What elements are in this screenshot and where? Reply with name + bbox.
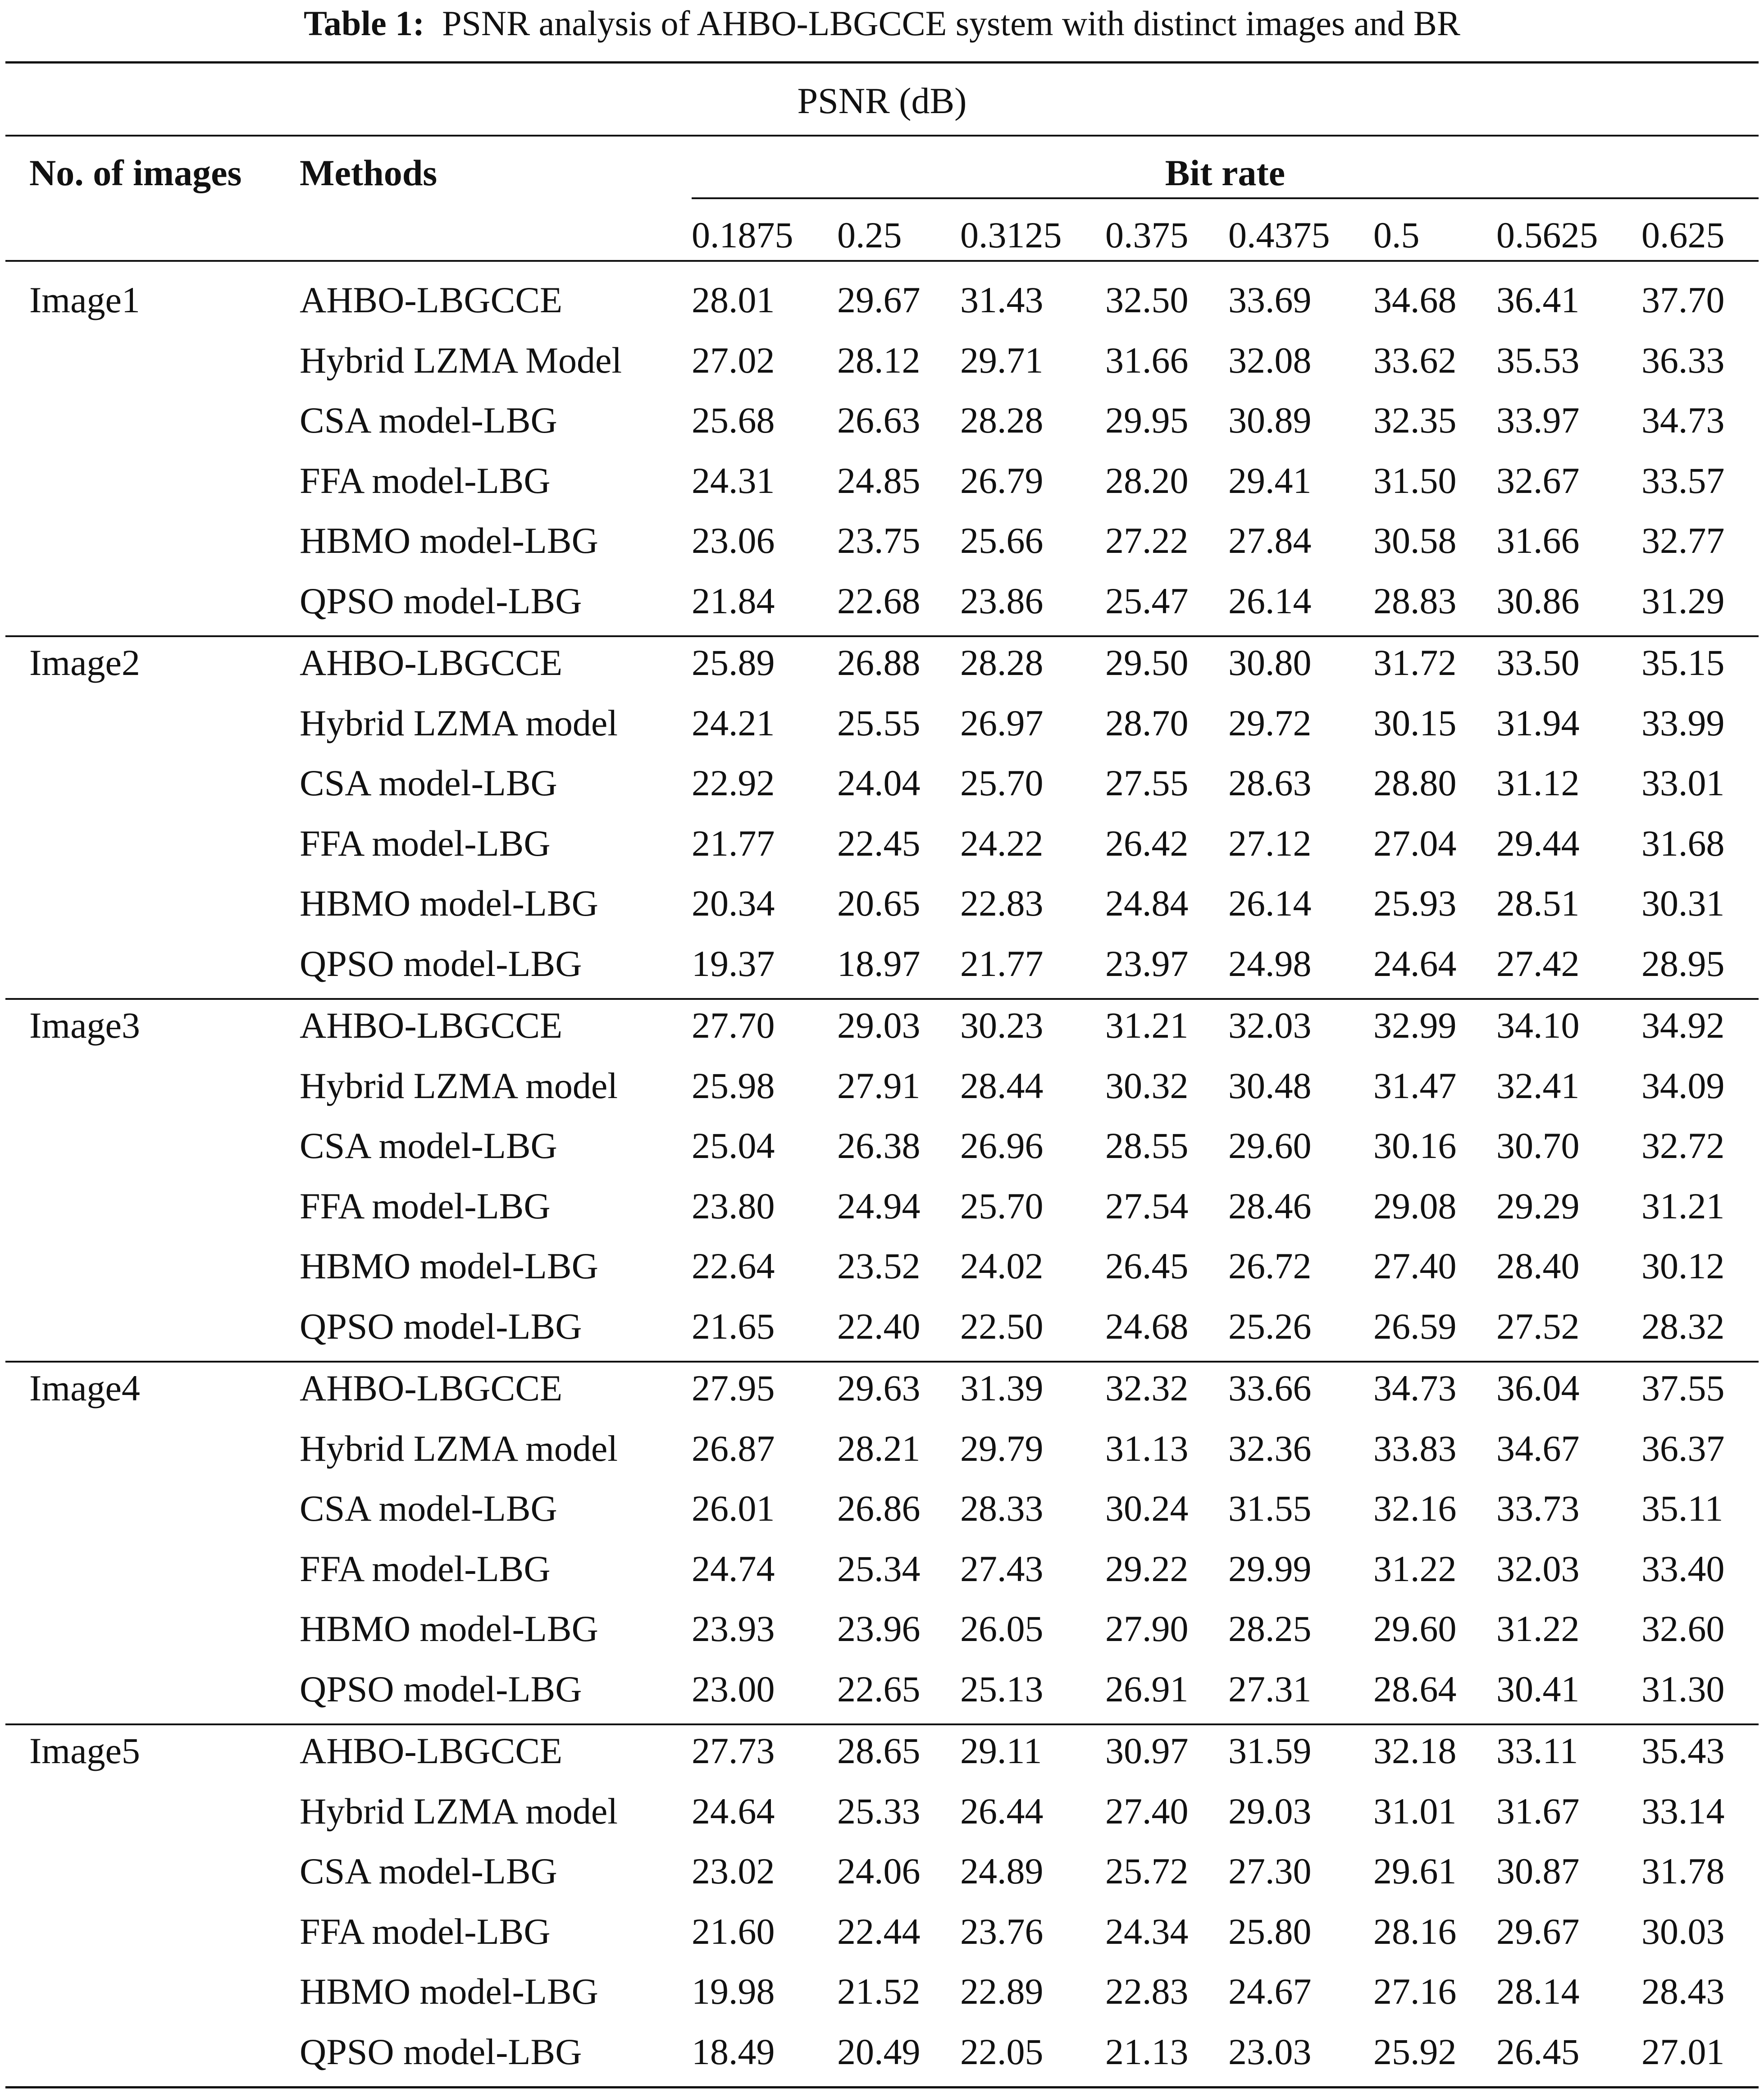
psnr-cell: 29.71 (960, 339, 1044, 381)
method-name: HBMO model-LBG (300, 520, 598, 561)
bottom-rule (5, 2086, 1759, 2088)
psnr-cell: 27.22 (1105, 520, 1189, 561)
psnr-cell: 31.39 (960, 1368, 1044, 1409)
psnr-cell: 36.41 (1496, 279, 1580, 320)
psnr-cell: 22.05 (960, 2031, 1044, 2072)
psnr-cell: 23.06 (692, 520, 775, 561)
psnr-cell: 28.65 (837, 1730, 921, 1771)
psnr-cell: 33.57 (1641, 460, 1725, 501)
psnr-cell: 20.34 (692, 883, 775, 924)
psnr-cell: 32.35 (1373, 400, 1457, 441)
psnr-cell: 26.79 (960, 460, 1044, 501)
method-name: FFA model-LBG (300, 1185, 551, 1226)
psnr-cell: 27.73 (692, 1730, 775, 1771)
psnr-cell: 23.76 (960, 1910, 1044, 1952)
psnr-cell: 30.80 (1228, 642, 1312, 683)
method-name: HBMO model-LBG (300, 883, 598, 924)
psnr-cell: 25.72 (1105, 1851, 1189, 1892)
psnr-cell: 30.41 (1496, 1668, 1580, 1710)
psnr-cell: 22.45 (837, 822, 921, 864)
image-label: Image4 (29, 1368, 140, 1409)
psnr-cell: 27.04 (1373, 822, 1457, 864)
psnr-cell: 31.50 (1373, 460, 1457, 501)
psnr-cell: 26.59 (1373, 1305, 1457, 1347)
psnr-cell: 26.97 (960, 702, 1044, 743)
psnr-cell: 32.77 (1641, 520, 1725, 561)
psnr-cell: 28.21 (837, 1427, 921, 1469)
psnr-cell: 28.46 (1228, 1185, 1312, 1226)
bitrate-value: 0.5 (1373, 214, 1420, 255)
column-header-methods: Methods (300, 152, 438, 193)
method-name: Hybrid LZMA model (300, 1427, 618, 1469)
psnr-cell: 30.31 (1641, 883, 1725, 924)
psnr-cell: 23.02 (692, 1851, 775, 1892)
psnr-cell: 24.85 (837, 460, 921, 501)
psnr-cell: 23.96 (837, 1608, 921, 1649)
psnr-cell: 29.11 (960, 1730, 1042, 1771)
method-name: Hybrid LZMA Model (300, 339, 622, 381)
psnr-cell: 20.65 (837, 883, 921, 924)
psnr-cell: 37.70 (1641, 279, 1725, 320)
psnr-cell: 30.03 (1641, 1910, 1725, 1952)
method-name: CSA model-LBG (300, 1488, 557, 1529)
psnr-cell: 26.86 (837, 1488, 921, 1529)
psnr-cell: 29.03 (837, 1005, 921, 1046)
psnr-cell: 30.70 (1496, 1125, 1580, 1166)
psnr-cell: 32.18 (1373, 1730, 1457, 1771)
psnr-cell: 23.00 (692, 1668, 775, 1710)
psnr-cell: 32.41 (1496, 1065, 1580, 1106)
psnr-cell: 28.25 (1228, 1608, 1312, 1649)
psnr-cell: 33.69 (1228, 279, 1312, 320)
bitrate-header-rule (692, 197, 1759, 199)
psnr-cell: 28.16 (1373, 1910, 1457, 1952)
psnr-cell: 28.12 (837, 339, 921, 381)
psnr-cell: 24.21 (692, 702, 775, 743)
psnr-cell: 29.63 (837, 1368, 921, 1409)
psnr-cell: 26.91 (1105, 1668, 1189, 1710)
psnr-cell: 24.64 (692, 1790, 775, 1832)
psnr-cell: 33.97 (1496, 400, 1580, 441)
psnr-cell: 32.72 (1641, 1125, 1725, 1166)
psnr-cell: 31.21 (1105, 1005, 1189, 1046)
table-caption (0, 3, 1764, 44)
psnr-cell: 27.16 (1373, 1971, 1457, 2012)
psnr-cell: 30.12 (1641, 1245, 1725, 1286)
psnr-cell: 36.37 (1641, 1427, 1725, 1469)
method-name: FFA model-LBG (300, 822, 551, 864)
psnr-cell: 25.13 (960, 1668, 1044, 1710)
psnr-cell: 33.40 (1641, 1548, 1725, 1589)
method-name: CSA model-LBG (300, 1125, 557, 1166)
psnr-cell: 32.67 (1496, 460, 1580, 501)
psnr-cell: 30.32 (1105, 1065, 1189, 1106)
psnr-cell: 30.23 (960, 1005, 1044, 1046)
psnr-cell: 26.05 (960, 1608, 1044, 1649)
psnr-cell: 25.92 (1373, 2031, 1457, 2072)
psnr-cell: 27.40 (1373, 1245, 1457, 1286)
image-label: Image2 (29, 642, 140, 683)
psnr-cell: 25.80 (1228, 1910, 1312, 1952)
psnr-cell: 25.04 (692, 1125, 775, 1166)
psnr-cell: 21.84 (692, 580, 775, 621)
psnr-cell: 30.58 (1373, 520, 1457, 561)
psnr-cell: 25.89 (692, 642, 775, 683)
psnr-cell: 32.99 (1373, 1005, 1457, 1046)
method-name: CSA model-LBG (300, 400, 557, 441)
psnr-cell: 31.94 (1496, 702, 1580, 743)
psnr-cell: 22.92 (692, 762, 775, 803)
psnr-cell: 29.79 (960, 1427, 1044, 1469)
psnr-cell: 22.65 (837, 1668, 921, 1710)
psnr-cell: 33.73 (1496, 1488, 1580, 1529)
psnr-cell: 34.73 (1373, 1368, 1457, 1409)
psnr-cell: 28.80 (1373, 762, 1457, 803)
psnr-cell: 27.55 (1105, 762, 1189, 803)
psnr-cell: 27.52 (1496, 1305, 1580, 1347)
bitrate-value: 0.3125 (960, 214, 1062, 255)
psnr-cell: 32.32 (1105, 1368, 1189, 1409)
bitrate-value: 0.1875 (692, 214, 793, 255)
psnr-cell: 29.29 (1496, 1185, 1580, 1226)
psnr-cell: 25.70 (960, 1185, 1044, 1226)
psnr-cell: 36.33 (1641, 339, 1725, 381)
method-name: Hybrid LZMA model (300, 1790, 618, 1832)
psnr-cell: 32.60 (1641, 1608, 1725, 1649)
psnr-cell: 23.86 (960, 580, 1044, 621)
method-name: HBMO model-LBG (300, 1971, 598, 2012)
psnr-cell: 35.11 (1641, 1488, 1723, 1529)
psnr-cell: 28.44 (960, 1065, 1044, 1106)
psnr-cell: 25.93 (1373, 883, 1457, 924)
method-name: AHBO-LBGCCE (300, 279, 563, 320)
psnr-cell: 31.12 (1496, 762, 1580, 803)
psnr-cell: 27.31 (1228, 1668, 1312, 1710)
psnr-cell: 34.10 (1496, 1005, 1580, 1046)
psnr-cell: 27.30 (1228, 1851, 1312, 1892)
psnr-cell: 23.52 (837, 1245, 921, 1286)
psnr-cell: 27.95 (692, 1368, 775, 1409)
psnr-cell: 23.80 (692, 1185, 775, 1226)
psnr-cell: 24.31 (692, 460, 775, 501)
method-name: HBMO model-LBG (300, 1608, 598, 1649)
psnr-cell: 29.99 (1228, 1548, 1312, 1589)
image-label: Image3 (29, 1005, 140, 1046)
psnr-cell: 28.01 (692, 279, 775, 320)
psnr-cell: 35.43 (1641, 1730, 1725, 1771)
psnr-cell: 27.90 (1105, 1608, 1189, 1649)
method-name: HBMO model-LBG (300, 1245, 598, 1286)
psnr-cell: 20.49 (837, 2031, 921, 2072)
psnr-cell: 34.73 (1641, 400, 1725, 441)
psnr-cell: 24.34 (1105, 1910, 1189, 1952)
psnr-cell: 30.87 (1496, 1851, 1580, 1892)
method-name: AHBO-LBGCCE (300, 1005, 563, 1046)
psnr-cell: 31.66 (1496, 520, 1580, 561)
psnr-cell: 28.70 (1105, 702, 1189, 743)
psnr-cell: 31.72 (1373, 642, 1457, 683)
psnr-cell: 24.04 (837, 762, 921, 803)
psnr-cell: 34.92 (1641, 1005, 1725, 1046)
psnr-cell: 21.60 (692, 1910, 775, 1952)
method-name: QPSO model-LBG (300, 580, 582, 621)
psnr-cell: 27.12 (1228, 822, 1312, 864)
psnr-cell: 26.42 (1105, 822, 1189, 864)
psnr-cell: 31.22 (1496, 1608, 1580, 1649)
psnr-cell: 34.67 (1496, 1427, 1580, 1469)
psnr-cell: 27.01 (1641, 2031, 1725, 2072)
psnr-cell: 29.50 (1105, 642, 1189, 683)
psnr-cell: 27.42 (1496, 943, 1580, 984)
psnr-cell: 28.14 (1496, 1971, 1580, 2012)
column-header-bitrate: Bit rate (1165, 152, 1285, 193)
psnr-cell: 31.30 (1641, 1668, 1725, 1710)
psnr-cell: 29.03 (1228, 1790, 1312, 1832)
psnr-cell: 33.11 (1496, 1730, 1578, 1771)
group-separator-rule (5, 1723, 1759, 1725)
psnr-cell: 31.68 (1641, 822, 1725, 864)
psnr-cell: 33.62 (1373, 339, 1457, 381)
psnr-cell: 25.68 (692, 400, 775, 441)
psnr-cell: 31.47 (1373, 1065, 1457, 1106)
psnr-cell: 29.67 (1496, 1910, 1580, 1952)
psnr-cell: 25.47 (1105, 580, 1189, 621)
image-label: Image5 (29, 1730, 140, 1771)
psnr-cell: 35.53 (1496, 339, 1580, 381)
psnr-cell: 23.97 (1105, 943, 1189, 984)
psnr-cell: 33.99 (1641, 702, 1725, 743)
psnr-cell: 24.06 (837, 1851, 921, 1892)
psnr-cell: 26.14 (1228, 580, 1312, 621)
psnr-cell: 28.32 (1641, 1305, 1725, 1347)
psnr-cell: 25.55 (837, 702, 921, 743)
psnr-cell: 24.67 (1228, 1971, 1312, 2012)
psnr-cell: 26.63 (837, 400, 921, 441)
psnr-cell: 22.89 (960, 1971, 1044, 2012)
psnr-cell: 25.34 (837, 1548, 921, 1589)
psnr-cell: 30.48 (1228, 1065, 1312, 1106)
psnr-cell: 25.33 (837, 1790, 921, 1832)
psnr-cell: 26.96 (960, 1125, 1044, 1166)
psnr-cell: 31.01 (1373, 1790, 1457, 1832)
psnr-cell: 32.50 (1105, 279, 1189, 320)
top-rule (5, 61, 1759, 64)
psnr-cell: 32.08 (1228, 339, 1312, 381)
group-separator-rule (5, 998, 1759, 1000)
psnr-cell: 34.68 (1373, 279, 1457, 320)
psnr-cell: 27.84 (1228, 520, 1312, 561)
psnr-cell: 35.15 (1641, 642, 1725, 683)
psnr-cell: 33.14 (1641, 1790, 1725, 1832)
image-label: Image1 (29, 279, 140, 320)
column-header-images: No. of images (29, 152, 242, 193)
psnr-cell: 29.60 (1228, 1125, 1312, 1166)
psnr-cell: 33.66 (1228, 1368, 1312, 1409)
psnr-cell: 32.36 (1228, 1427, 1312, 1469)
psnr-cell: 32.03 (1496, 1548, 1580, 1589)
psnr-cell: 30.89 (1228, 400, 1312, 441)
method-name: QPSO model-LBG (300, 943, 582, 984)
psnr-cell: 33.83 (1373, 1427, 1457, 1469)
method-name: Hybrid LZMA model (300, 1065, 618, 1106)
psnr-cell: 27.54 (1105, 1185, 1189, 1226)
psnr-cell: 28.63 (1228, 762, 1312, 803)
method-name: QPSO model-LBG (300, 1668, 582, 1710)
bitrate-value: 0.625 (1641, 214, 1725, 255)
method-name: QPSO model-LBG (300, 1305, 582, 1347)
psnr-cell: 26.87 (692, 1427, 775, 1469)
psnr-cell: 28.40 (1496, 1245, 1580, 1286)
psnr-cell: 30.16 (1373, 1125, 1457, 1166)
psnr-cell: 28.64 (1373, 1668, 1457, 1710)
psnr-cell: 32.03 (1228, 1005, 1312, 1046)
psnr-cell: 26.45 (1105, 1245, 1189, 1286)
psnr-cell: 29.44 (1496, 822, 1580, 864)
psnr-cell: 28.20 (1105, 460, 1189, 501)
psnr-cell: 24.68 (1105, 1305, 1189, 1347)
psnr-cell: 19.37 (692, 943, 775, 984)
psnr-cell: 29.60 (1373, 1608, 1457, 1649)
psnr-cell: 21.77 (692, 822, 775, 864)
psnr-cell: 33.50 (1496, 642, 1580, 683)
table-caption-label: Table 1: (304, 4, 425, 43)
bitrate-value: 0.375 (1105, 214, 1189, 255)
psnr-cell: 24.64 (1373, 943, 1457, 984)
psnr-cell: 23.75 (837, 520, 921, 561)
psnr-cell: 27.40 (1105, 1790, 1189, 1832)
psnr-cell: 26.45 (1496, 2031, 1580, 2072)
psnr-cell: 22.50 (960, 1305, 1044, 1347)
psnr-cell: 31.66 (1105, 339, 1189, 381)
psnr-cell: 27.43 (960, 1548, 1044, 1589)
psnr-cell: 28.43 (1641, 1971, 1725, 2012)
psnr-cell: 31.21 (1641, 1185, 1725, 1226)
psnr-cell: 24.84 (1105, 883, 1189, 924)
psnr-cell: 21.77 (960, 943, 1044, 984)
psnr-cell: 19.98 (692, 1971, 775, 2012)
psnr-cell: 22.83 (1105, 1971, 1189, 2012)
psnr-cell: 31.43 (960, 279, 1044, 320)
psnr-cell: 32.16 (1373, 1488, 1457, 1529)
psnr-cell: 24.94 (837, 1185, 921, 1226)
psnr-cell: 28.95 (1641, 943, 1725, 984)
psnr-cell: 31.67 (1496, 1790, 1580, 1832)
method-name: CSA model-LBG (300, 1851, 557, 1892)
group-separator-rule (5, 1361, 1759, 1363)
psnr-cell: 31.13 (1105, 1427, 1189, 1469)
psnr-cell: 31.29 (1641, 580, 1725, 621)
psnr-cell: 29.61 (1373, 1851, 1457, 1892)
method-name: QPSO model-LBG (300, 2031, 582, 2072)
psnr-cell: 21.13 (1105, 2031, 1189, 2072)
method-name: FFA model-LBG (300, 460, 551, 501)
psnr-cell: 28.28 (960, 400, 1044, 441)
header-bottom-rule (5, 260, 1759, 262)
psnr-cell: 22.68 (837, 580, 921, 621)
psnr-cell: 25.26 (1228, 1305, 1312, 1347)
method-name: AHBO-LBGCCE (300, 1730, 563, 1771)
psnr-cell: 25.70 (960, 762, 1044, 803)
psnr-cell: 21.52 (837, 1971, 921, 2012)
method-name: FFA model-LBG (300, 1548, 551, 1589)
group-separator-rule (5, 635, 1759, 637)
psnr-cell: 28.33 (960, 1488, 1044, 1529)
psnr-cell: 29.67 (837, 279, 921, 320)
psnr-cell: 31.78 (1641, 1851, 1725, 1892)
bitrate-value: 0.4375 (1228, 214, 1330, 255)
psnr-cell: 30.24 (1105, 1488, 1189, 1529)
psnr-cell: 30.15 (1373, 702, 1457, 743)
psnr-cell: 18.97 (837, 943, 921, 984)
method-name: AHBO-LBGCCE (300, 642, 563, 683)
psnr-cell: 27.91 (837, 1065, 921, 1106)
psnr-cell: 30.97 (1105, 1730, 1189, 1771)
psnr-cell: 28.51 (1496, 883, 1580, 924)
method-name: FFA model-LBG (300, 1910, 551, 1952)
method-name: CSA model-LBG (300, 762, 557, 803)
psnr-cell: 22.44 (837, 1910, 921, 1952)
psnr-cell: 22.64 (692, 1245, 775, 1286)
psnr-cell: 21.65 (692, 1305, 775, 1347)
psnr-cell: 22.83 (960, 883, 1044, 924)
psnr-cell: 26.38 (837, 1125, 921, 1166)
psnr-cell: 28.28 (960, 642, 1044, 683)
psnr-cell: 29.41 (1228, 460, 1312, 501)
psnr-cell: 33.01 (1641, 762, 1725, 803)
psnr-cell: 30.86 (1496, 580, 1580, 621)
psnr-cell: 18.49 (692, 2031, 775, 2072)
psnr-cell: 34.09 (1641, 1065, 1725, 1106)
psnr-cell: 26.88 (837, 642, 921, 683)
psnr-cell: 23.93 (692, 1608, 775, 1649)
psnr-cell: 26.44 (960, 1790, 1044, 1832)
bitrate-value: 0.25 (837, 214, 902, 255)
psnr-cell: 22.40 (837, 1305, 921, 1347)
psnr-cell: 24.02 (960, 1245, 1044, 1286)
psnr-cell: 26.01 (692, 1488, 775, 1529)
psnr-cell: 29.72 (1228, 702, 1312, 743)
psnr-cell: 27.70 (692, 1005, 775, 1046)
psnr-cell: 36.04 (1496, 1368, 1580, 1409)
psnr-cell: 24.22 (960, 822, 1044, 864)
psnr-cell: 37.55 (1641, 1368, 1725, 1409)
psnr-cell: 25.66 (960, 520, 1044, 561)
method-name: Hybrid LZMA model (300, 702, 618, 743)
psnr-cell: 24.89 (960, 1851, 1044, 1892)
group-header-rule (5, 135, 1759, 137)
group-header-psnr: PSNR (dB) (797, 80, 967, 121)
psnr-cell: 29.22 (1105, 1548, 1189, 1589)
psnr-cell: 26.14 (1228, 883, 1312, 924)
psnr-cell: 31.55 (1228, 1488, 1312, 1529)
table-caption-text: PSNR analysis of AHBO-LBGCCE system with distinct images and BR (442, 4, 1460, 43)
psnr-cell: 29.95 (1105, 400, 1189, 441)
psnr-cell: 31.22 (1373, 1548, 1457, 1589)
psnr-cell: 27.02 (692, 339, 775, 381)
psnr-cell: 26.72 (1228, 1245, 1312, 1286)
psnr-cell: 25.98 (692, 1065, 775, 1106)
psnr-cell: 28.55 (1105, 1125, 1189, 1166)
method-name: AHBO-LBGCCE (300, 1368, 563, 1409)
psnr-cell: 24.74 (692, 1548, 775, 1589)
psnr-cell: 23.03 (1228, 2031, 1312, 2072)
psnr-cell: 24.98 (1228, 943, 1312, 984)
psnr-cell: 31.59 (1228, 1730, 1312, 1771)
bitrate-value: 0.5625 (1496, 214, 1598, 255)
psnr-cell: 28.83 (1373, 580, 1457, 621)
psnr-cell: 29.08 (1373, 1185, 1457, 1226)
